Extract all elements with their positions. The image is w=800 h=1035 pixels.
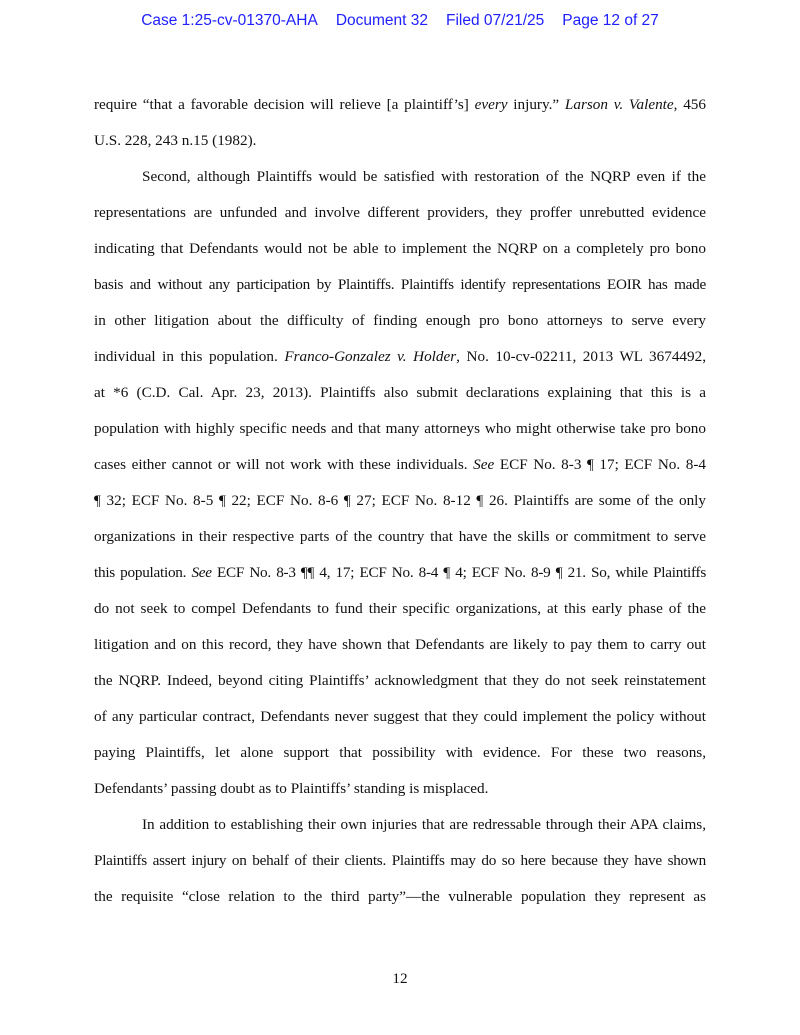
- text-segment: , 456: [673, 96, 706, 113]
- text-line: [94, 346, 706, 382]
- page-indicator: Page 12 of 27: [562, 12, 659, 29]
- text-line: [94, 562, 706, 598]
- text-line: [94, 274, 706, 310]
- text-segment: organizations in their respective parts of the country that have the skills or commitment to serve: [94, 528, 706, 545]
- italic-text: Larson v. Valente: [564, 96, 674, 113]
- text-line: [94, 490, 706, 526]
- italic-text: See: [473, 456, 495, 473]
- text-segment: In addition to establishing their own injuries that are redressable through their APA claims,: [142, 816, 706, 833]
- text-line: [94, 130, 706, 166]
- text-line: [94, 526, 706, 562]
- text-line: [94, 634, 706, 670]
- text-line: [94, 418, 706, 454]
- text-segment: Second, although Plaintiffs would be satisfied with restoration of the NQRP even if the: [142, 168, 706, 185]
- text-segment: ECF No. 8-3 ¶ 17; ECF No. 8-4: [494, 456, 706, 473]
- text-segment: paying Plaintiffs, let alone support that possibility with evidence. For these two reasons,: [94, 744, 706, 761]
- filed-date: Filed 07/21/25: [446, 12, 545, 29]
- italic-text: Franco-Gonzalez v. Holder: [284, 348, 457, 365]
- text-segment: ECF No. 8-3 ¶¶ 4, 17; ECF No. 8-4 ¶ 4; ECF No. 8-9 ¶ 21. So, while Plaintiffs: [211, 564, 707, 581]
- text-segment: ¶ 32; ECF No. 8-5 ¶ 22; ECF No. 8-6 ¶ 27; ECF No. 8-12 ¶ 26. Plaintiffs are some of the only: [94, 492, 706, 509]
- italic-text: every: [474, 96, 508, 113]
- text-segment: injury.”: [507, 96, 565, 113]
- text-segment: at *6 (C.D. Cal. Apr. 23, 2013). Plaintiffs also submit declarations explaining that this is a: [94, 384, 706, 401]
- text-line: [94, 778, 706, 814]
- text-segment: Defendants’ passing doubt as to Plaintiffs’ standing is misplaced.: [94, 780, 489, 797]
- text-segment: the NQRP. Indeed, beyond citing Plaintiffs’ acknowledgment that they do not seek reinstatement: [94, 672, 706, 689]
- text-segment: population with highly specific needs and that many attorneys who might otherwise take pro bono: [94, 420, 706, 437]
- text-line: [94, 202, 706, 238]
- text-line: [94, 454, 706, 490]
- text-line: [94, 742, 706, 778]
- text-line: [94, 706, 706, 742]
- text-line: [94, 850, 706, 886]
- text-segment: Plaintiffs assert injury on behalf of their clients. Plaintiffs may do so here because they have shown: [94, 852, 706, 869]
- italic-text: See: [191, 564, 212, 581]
- text-line: [94, 94, 706, 130]
- text-segment: representations are unfunded and involve different providers, they proffer unrebutted evidence: [94, 204, 706, 221]
- text-segment: U.S. 228, 243 n.15 (1982).: [94, 132, 257, 149]
- text-segment: indicating that Defendants would not be able to implement the NQRP on a completely pro bono: [94, 240, 706, 257]
- text-line: [94, 238, 706, 274]
- text-segment: litigation and on this record, they have shown that Defendants are likely to pay them to carry out: [94, 636, 706, 653]
- document-number: Document 32: [335, 12, 429, 29]
- text-line: [94, 166, 706, 202]
- text-line: [94, 598, 706, 634]
- document-body: [94, 94, 706, 922]
- text-segment: cases either cannot or will not work with these individuals.: [94, 456, 474, 473]
- text-line: [94, 670, 706, 706]
- text-segment: individual in this population.: [94, 348, 285, 365]
- text-segment: of any particular contract, Defendants never suggest that they could implement the policy without: [94, 708, 706, 725]
- text-segment: the requisite “close relation to the third party”—the vulnerable population they represent as: [94, 888, 706, 905]
- page-number: 12: [392, 970, 408, 987]
- text-line: [94, 382, 706, 418]
- text-segment: , No. 10-cv-02211, 2013 WL 3674492,: [456, 348, 707, 365]
- text-segment: do not seek to compel Defendants to fund their specific organizations, at this early phase of the: [94, 600, 706, 617]
- text-segment: this population.: [94, 564, 192, 581]
- ecf-header: [0, 12, 800, 30]
- text-segment: require “that a favorable decision will relieve [a plaintiff’s]: [94, 96, 475, 113]
- text-line: [94, 310, 706, 346]
- case-number: Case 1:25-cv-01370-AHA: [141, 12, 318, 29]
- text-line: [94, 886, 706, 922]
- text-segment: basis and without any participation by Plaintiffs. Plaintiffs identify representations EOIR has made: [94, 276, 706, 293]
- text-segment: in other litigation about the difficulty of finding enough pro bono attorneys to serve every: [94, 312, 706, 329]
- text-line: [94, 814, 706, 850]
